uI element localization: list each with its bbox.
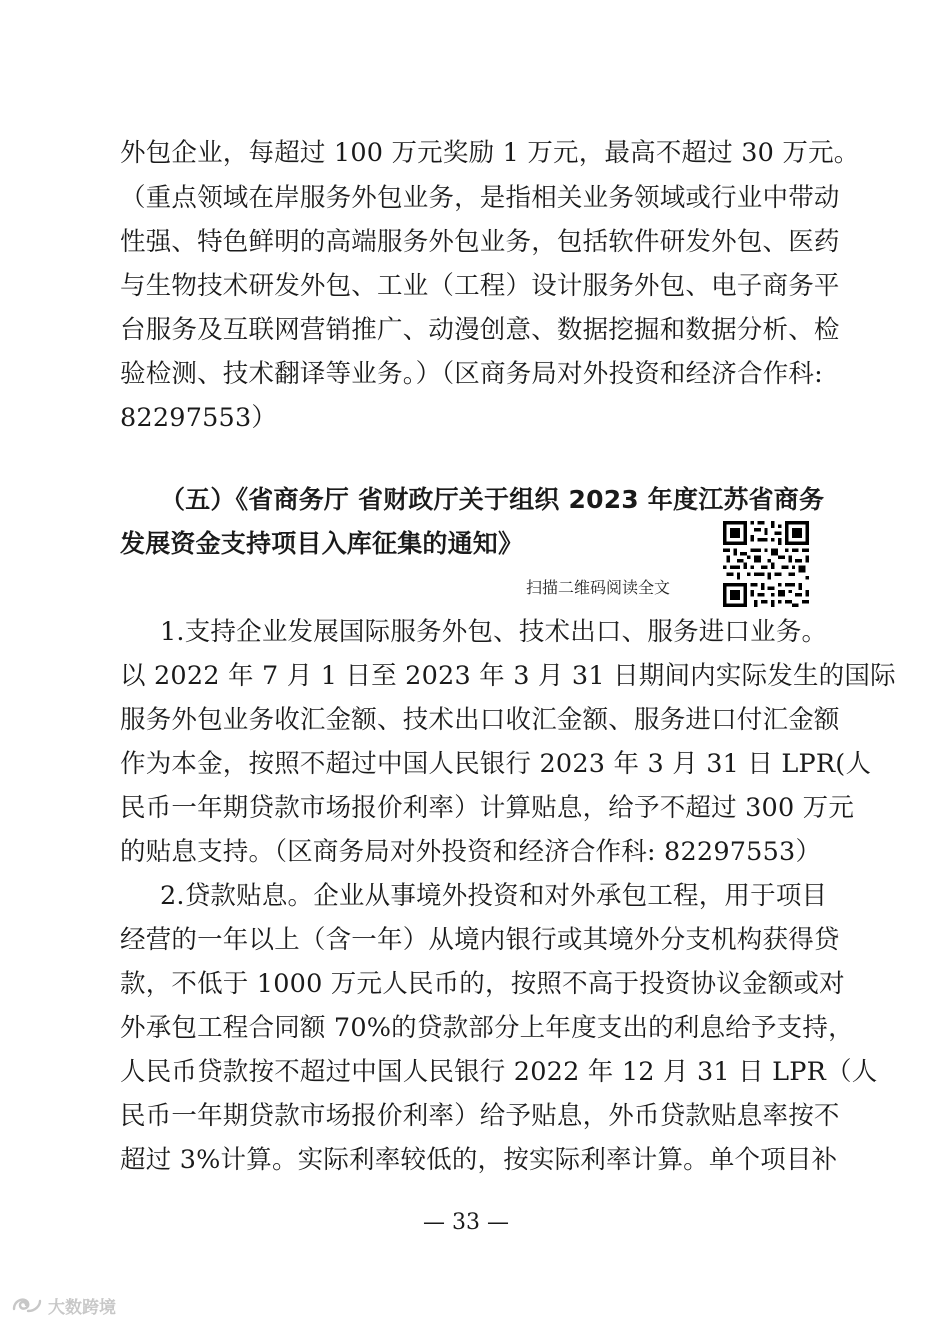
text-line: 以 2022 年 7 月 1 日至 2023 年 3 月 31 日期间内实际发生的国际 xyxy=(120,661,896,691)
text-line: 作为本金，按照不超过中国人民银行 2023 年 3 月 31 日 LPR(人 xyxy=(120,749,872,779)
text-line: 款，不低于 1000 万元人民币的，按照不高于投资协议金额或对 xyxy=(120,969,845,999)
text-line: 2.贷款贴息。企业从事境外投资和对外承包工程，用于项目 xyxy=(160,881,828,911)
text-line: 82297553） xyxy=(120,403,278,433)
text-line: 经营的一年以上（含一年）从境内银行或其境外分支机构获得贷 xyxy=(120,925,840,955)
text-line: （重点领域在岸服务外包业务，是指相关业务领域或行业中带动 xyxy=(120,183,840,213)
text-line: 台服务及互联网营销推广、动漫创意、数据挖掘和数据分析、检 xyxy=(120,315,840,345)
text-line: 民币一年期贷款市场报价利率）计算贴息，给予不超过 300 万元 xyxy=(120,793,855,823)
text-line: 验检测、技术翻译等业务。）（区商务局对外投资和经济合作科: xyxy=(120,359,823,389)
text-line: 外包企业，每超过 100 万元奖励 1 万元，最高不超过 30 万元。 xyxy=(120,138,860,168)
text-line: 性强、特色鲜明的高端服务外包业务，包括软件研发外包、医药 xyxy=(120,227,840,257)
text-line: 与生物技术研发外包、工业（工程）设计服务外包、电子商务平 xyxy=(120,271,840,301)
qr-code-icon[interactable] xyxy=(723,521,809,607)
watermark-text: 大数跨境 xyxy=(48,1297,116,1318)
heading-line: （五）《省商务厅 省财政厅关于组织 2023 年度江苏省商务 xyxy=(160,485,825,514)
text-line: 的贴息支持。（区商务局对外投资和经济合作科: 82297553） xyxy=(120,837,822,867)
text-line: 1.支持企业发展国际服务外包、技术出口、服务进口业务。 xyxy=(160,617,828,647)
text-line: 民币一年期贷款市场报价利率）给予贴息，外币贷款贴息率按不 xyxy=(120,1101,840,1131)
logo-swirl-icon xyxy=(10,1293,44,1317)
text-line: 外承包工程合同额 70%的贷款部分上年度支出的利息给予支持， xyxy=(120,1013,854,1043)
watermark xyxy=(10,1291,116,1319)
qr-caption: 扫描二维码阅读全文 xyxy=(526,578,671,597)
text-line: 服务外包业务收汇金额、技术出口收汇金额、服务进口付汇金额 xyxy=(120,705,840,735)
page-number: — 33 — xyxy=(423,1210,509,1235)
text-line: 超过 3%计算。实际利率较低的，按实际利率计算。单个项目补 xyxy=(120,1145,838,1175)
text-line: 人民币贷款按不超过中国人民银行 2022 年 12 月 31 日 LPR（人 xyxy=(120,1057,878,1087)
heading-line: 发展资金支持项目入库征集的通知》 xyxy=(120,529,524,558)
